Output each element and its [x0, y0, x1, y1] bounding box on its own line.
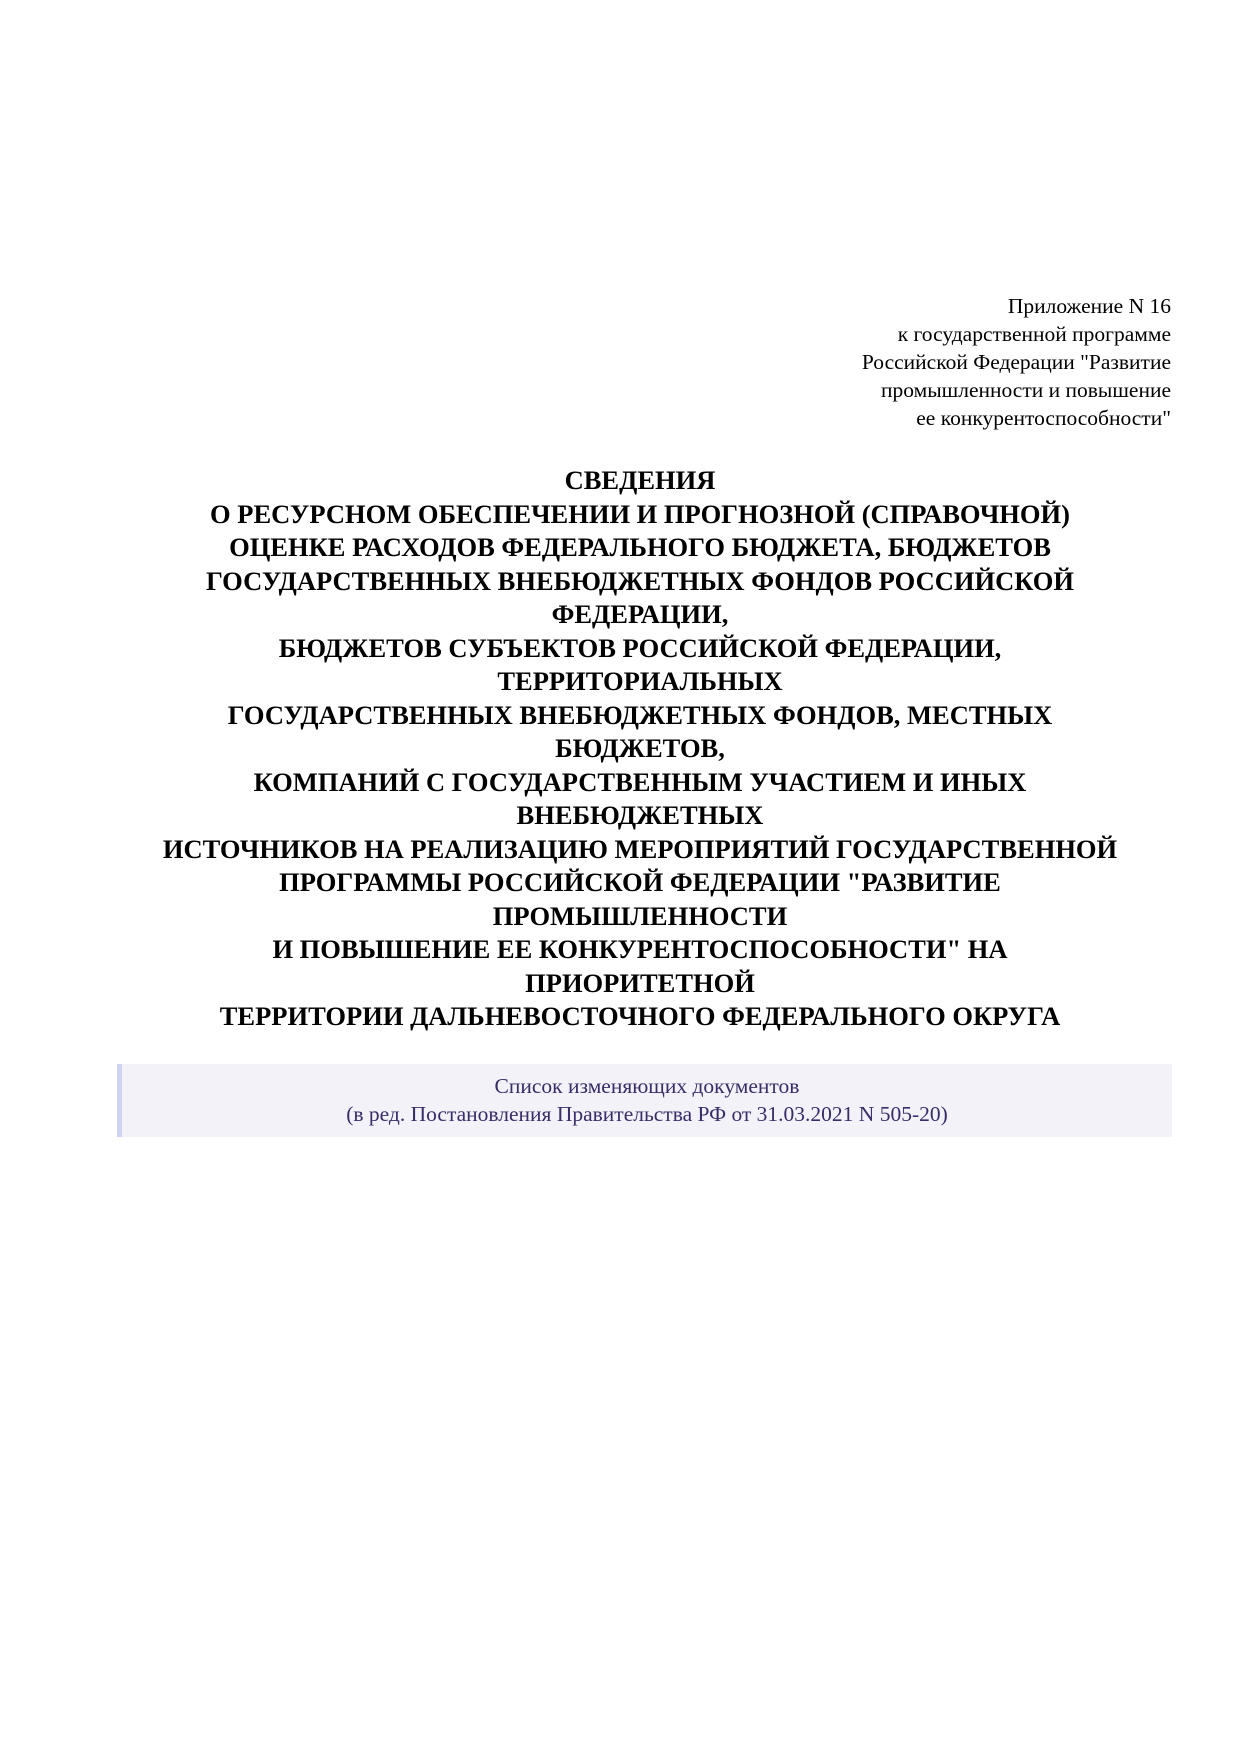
title-line: ФЕДЕРАЦИИ,: [551, 599, 729, 629]
appendix-line: к государственной программе: [897, 322, 1171, 346]
appendix-line: Российской Федерации "Развитие: [861, 350, 1171, 374]
revision-list-box: [117, 1064, 1172, 1137]
title-line: О РЕСУРСНОМ ОБЕСПЕЧЕНИИ И ПРОГНОЗНОЙ (СПРАВОЧНОЙ): [210, 498, 1070, 529]
title-line: ГОСУДАРСТВЕННЫХ ВНЕБЮДЖЕТНЫХ ФОНДОВ РОССИЙСКОЙ: [205, 565, 1075, 596]
appendix-line: промышленности и повышение: [881, 378, 1171, 402]
title-line: ПРОГРАММЫ РОССИЙСКОЙ ФЕДЕРАЦИИ "РАЗВИТИЕ: [279, 867, 1001, 897]
title-line: КОМПАНИЙ С ГОСУДАРСТВЕННЫМ УЧАСТИЕМ И ИНЫХ: [253, 766, 1027, 797]
title-line: ТЕРРИТОРИАЛЬНЫХ: [497, 666, 783, 696]
title-line: БЮДЖЕТОВ,: [555, 733, 725, 763]
title-heading: СВЕДЕНИЯ: [564, 465, 716, 495]
appendix-line: ее конкурентоспособности": [916, 406, 1171, 430]
title-line: ОЦЕНКЕ РАСХОДОВ ФЕДЕРАЛЬНОГО БЮДЖЕТА, БЮДЖЕТОВ: [229, 532, 1051, 562]
revision-list-heading: Список изменяющих документов: [494, 1074, 800, 1098]
revision-entry: (в ред. Постановления Правительства РФ от 31.03.2021 N 505-20): [346, 1102, 948, 1126]
title-line: ГОСУДАРСТВЕННЫХ ВНЕБЮДЖЕТНЫХ ФОНДОВ, МЕСТНЫХ: [227, 699, 1053, 730]
title-line: ТЕРРИТОРИИ ДАЛЬНЕВОСТОЧНОГО ФЕДЕРАЛЬНОГО ОКРУГА: [219, 1001, 1061, 1031]
title-line: ПРИОРИТЕТНОЙ: [525, 967, 755, 998]
title-line: ИСТОЧНИКОВ НА РЕАЛИЗАЦИЮ МЕРОПРИЯТИЙ ГОСУДАРСТВЕННОЙ: [162, 833, 1118, 864]
title-line: БЮДЖЕТОВ СУБЪЕКТОВ РОССИЙСКОЙ ФЕДЕРАЦИИ,: [278, 632, 1002, 663]
title-line: И ПОВЫШЕНИЕ ЕЕ КОНКУРЕНТОСПОСОБНОСТИ" НА: [272, 934, 1008, 964]
appendix-reference: [862, 292, 1171, 432]
document-title: [110, 464, 1170, 1034]
appendix-number: Приложение N 16: [1007, 294, 1171, 318]
title-line: ПРОМЫШЛЕННОСТИ: [492, 900, 788, 931]
title-line: ВНЕБЮДЖЕТНЫХ: [516, 800, 764, 830]
